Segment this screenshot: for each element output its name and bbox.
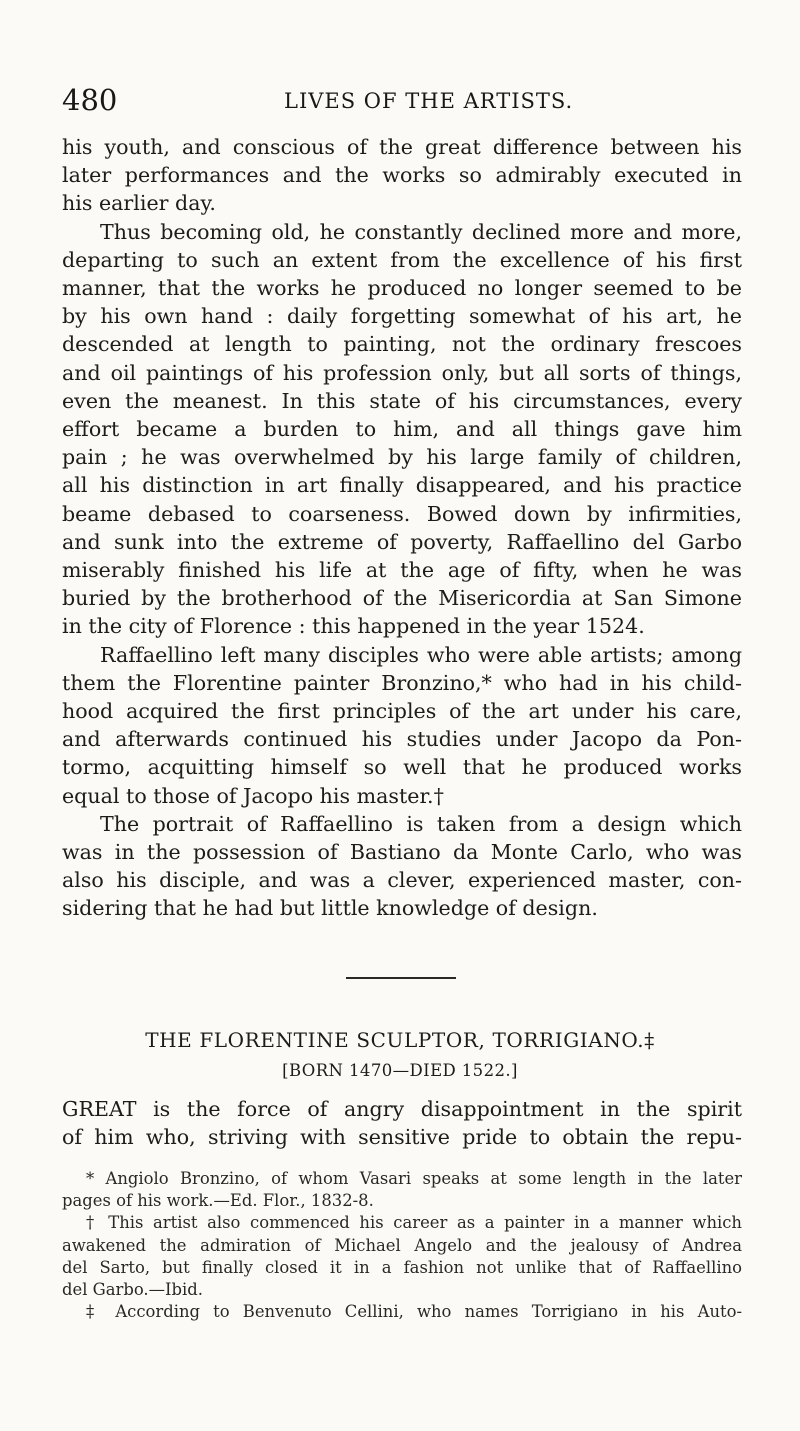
body-line: manner, that the works he produced no longer seemed to be [62,276,742,301]
body-line: effort became a burden to him, and all things gave him [62,417,742,442]
body-line: The portrait of Raffaellino is taken from a design which [100,811,742,836]
footnote-line: pages of his work.—Ed. Flor., 1832-8. [62,1191,374,1211]
body-line: later performances and the works so admirably executed in [62,163,742,188]
body-line: tormo, acquitting himself so well that he produced works [62,755,742,780]
life-dates: [BORN 1470—DIED 1522.] [282,1061,518,1080]
body-line: also his disciple, and was a clever, experienced master, con- [62,868,742,893]
body-line: sidering that he had but little knowledge of design. [62,896,598,921]
body-line: his earlier day. [62,191,216,216]
body-line: Raffaellino left many disciples who were able artists; among [100,642,742,667]
body-line: beame debased to coarseness. Bowed down by infirmities, [62,501,742,526]
body-line: even the meanest. In this state of his circumstances, every [62,388,742,413]
footnote-line: awakened the admiration of Michael Angelo and the jealousy of Andrea [62,1235,742,1255]
section-divider [346,977,456,979]
body-line: was in the possession of Bastiano da Monte Carlo, who was [62,840,742,865]
page-number: 480 [62,83,118,117]
footnote-line: * Angiolo Bronzino, of whom Vasari speaks at some length in the later [86,1169,742,1188]
body-line: by his own hand : daily forgetting somewhat of his art, he [62,304,742,329]
body-line: all his distinction in art finally disappeared, and his practice [62,473,742,498]
footnote-line: del Garbo.—Ibid. [62,1280,203,1300]
body-line: in the city of Florence : this happened in the year 1524. [62,614,645,639]
page-header [62,82,738,122]
running-head: LIVES OF THE ARTISTS. [284,89,574,113]
body-line: GREAT is the force of angry disappointment in the spirit [62,1097,742,1121]
body-line: hood acquired the first principles of the art under his care, [62,699,742,724]
body-line: departing to such an extent from the excellence of his first [62,247,742,272]
body-line: Thus becoming old, he constantly declined more and more, [100,219,742,244]
body-line: and afterwards continued his studies under Jacopo da Pon- [62,727,742,752]
body-line: and sunk into the extreme of poverty, Raffaellino del Garbo [62,529,742,554]
footnote-line: ‡ According to Benvenuto Cellini, who names Torrigiano in his Auto- [86,1302,742,1322]
body-line: of him who, striving with sensitive pride to obtain the repu- [62,1125,742,1149]
body-text [62,133,742,923]
body-line: them the Florentine painter Bronzino,* who had in his child- [62,670,742,695]
body-line: buried by the brotherhood of the Misericordia at San Simone [62,586,742,611]
footnote-line: † This artist also commenced his career as a painter in a manner which [86,1213,742,1233]
footnotes [62,1168,742,1323]
body-line: descended at length to painting, not the ordinary frescoes [62,332,742,357]
footnote-line: del Sarto, but finally closed it in a fashion not unlike that of Raffaellino [62,1257,742,1277]
body-line: pain ; he was overwhelmed by his large family of children, [62,445,742,470]
section-title: THE FLORENTINE SCULPTOR, TORRIGIANO.‡ [145,1028,655,1052]
body-line: equal to those of Jacopo his master.† [62,783,444,808]
body-line: miserably finished his life at the age of fifty, when he was [62,558,742,583]
body-line: his youth, and conscious of the great difference between his [62,135,742,159]
body-line: and oil paintings of his profession only, but all sorts of things, [62,360,742,385]
section-opening [62,1095,742,1151]
